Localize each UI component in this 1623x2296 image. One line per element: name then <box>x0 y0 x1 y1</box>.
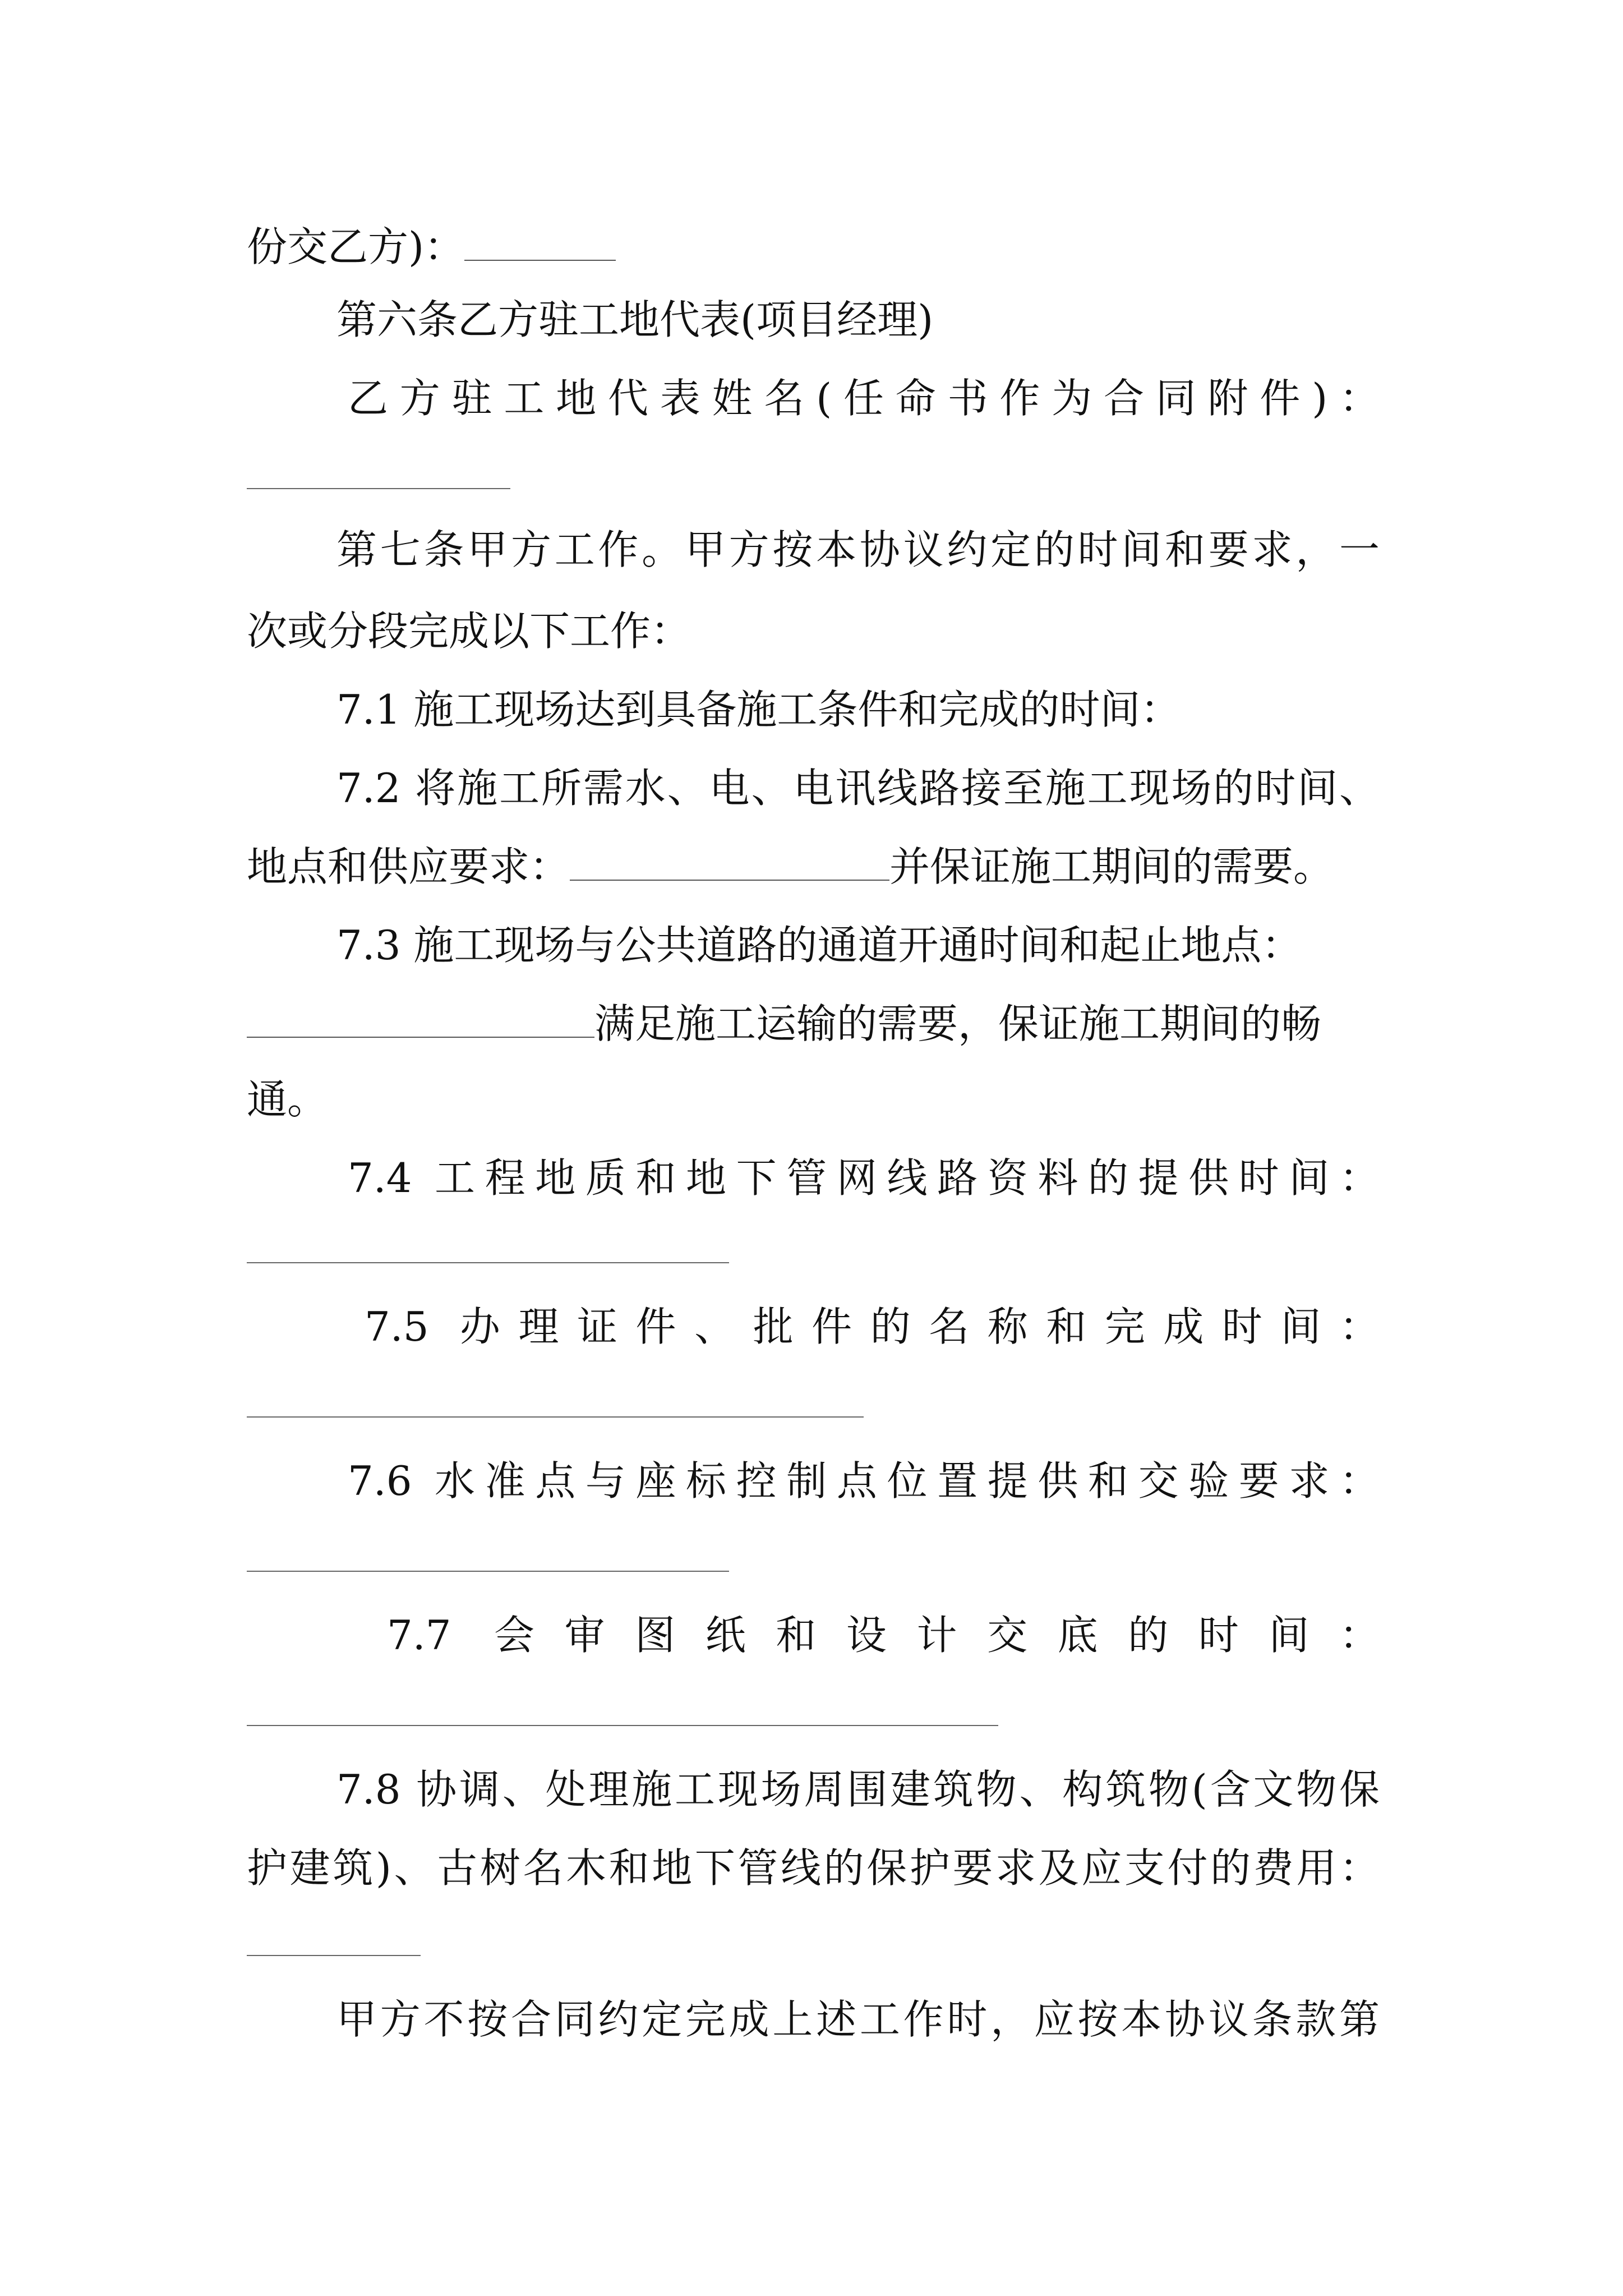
text-line: 甲方不按合同约定完成上述工作时，应按本协议条款第 <box>336 1996 1380 2043</box>
fill-in-blank <box>247 1725 998 1726</box>
clause-7-2: 7.2 将施工所需水、电、电讯线路接至施工现场的时间、 <box>336 765 1380 812</box>
article-6-heading: 第六条乙方驻工地代表(项目经理) <box>336 296 934 343</box>
clause-7-1: 7.1 施工现场达到具备施工条件和完成的时间： <box>336 686 1181 733</box>
article-7-heading: 第七条甲方工作。甲方按本协议约定的时间和要求，一 <box>336 526 1380 573</box>
fill-in-blank <box>247 1955 421 1956</box>
fill-in-blank <box>247 1416 864 1418</box>
text-span: 满足施工运输的需要，保证施工期间的畅 <box>594 1000 1322 1047</box>
clause-7-5: 7.5 办理证件、批件的名称和完成时间： <box>365 1303 1380 1350</box>
fill-in-blank <box>247 1262 729 1263</box>
clause-7-6: 7.6 水准点与座标控制点位置提供和交验要求： <box>348 1457 1380 1504</box>
fill-in-blank <box>247 1036 594 1038</box>
clause-7-3: 7.3 施工现场与公共道路的通道开通时间和起止地点： <box>336 922 1302 969</box>
text-line <box>247 219 1380 275</box>
clause-7-7: 7.7 会审图纸和设计交底的时间： <box>387 1612 1380 1659</box>
clause-7-4: 7.4 工程地质和地下管网线路资料的提供时间： <box>348 1154 1380 1202</box>
text-span: 并保证施工期间的需要。 <box>889 843 1334 890</box>
text-line: 次或分段完成以下工作： <box>247 608 691 655</box>
text-line: 护建筑)、古树名木和地下管线的保护要求及应支付的费用： <box>247 1844 1380 1892</box>
text-span: 地点和供应要求： <box>247 843 570 890</box>
text-span: 份交乙方)： <box>247 223 465 270</box>
clause-7-8: 7.8 协调、处理施工现场周围建筑物、构筑物(含文物保 <box>336 1766 1380 1813</box>
fill-in-blank <box>247 488 510 489</box>
text-line <box>247 839 1380 895</box>
fill-in-blank <box>464 259 616 261</box>
text-line <box>247 996 1380 1052</box>
fill-in-blank <box>570 878 889 881</box>
text-line: 通。 <box>247 1076 328 1123</box>
text-line: 乙方驻工地代表姓名(任命书作为合同附件)： <box>348 375 1380 422</box>
fill-in-blank <box>247 1571 729 1572</box>
